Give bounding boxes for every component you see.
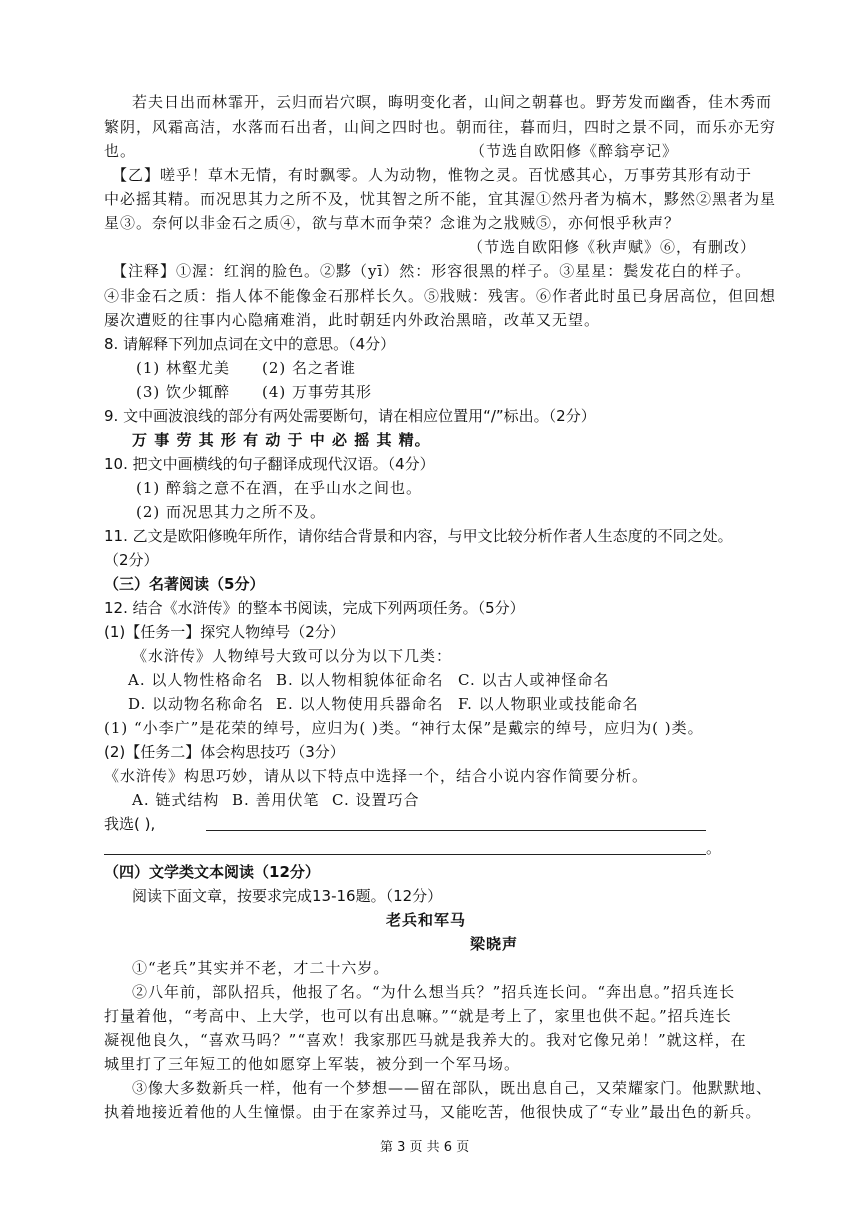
q10-sentence-1: (1) 醉翁之意不在酒，在乎山水之间也。	[136, 479, 423, 497]
article-author: 梁晓声	[470, 935, 519, 953]
passage-yi-line-1: 【乙】嗟乎！草木无情，有时飘零。人为动物，惟物之灵。百忧感其心，万事劳其形有动于	[112, 166, 753, 184]
q9-text: 万 事 劳 其 形 有 动 于 中 必 摇 其 精。	[132, 431, 431, 449]
q8-item-2: (2) 名之者谁	[262, 359, 357, 377]
q9-stem: 9. 文中画波浪线的部分有两处需要断句，请在相应位置用“/”标出。（2分）	[104, 407, 596, 425]
passage-jia-line-3: 也。	[104, 142, 137, 160]
page-number: 第 3 页 共 6 页	[380, 1140, 470, 1155]
q8-item-3: (3) 饮少辄醉	[136, 383, 231, 401]
answer-end: 。	[706, 839, 722, 857]
paragraph-3-line-2: 执着地接近着他的人生憧憬。由于在家养过马，又能吃苦，他很快成了“专业”最出色的新兵。	[104, 1103, 762, 1121]
passage-jia-line-1: 若夫日出而林霏开，云归而岩穴暝，晦明变化者，山间之朝暮也。野芳发而幽香，佳木秀而	[132, 93, 773, 111]
task-2-text: 《水浒传》构思巧妙，请从以下特点中选择一个，结合小说内容作简要分析。	[104, 767, 649, 785]
task-1-fill: (1) “小李广”是花荣的绰号，应归为( )类。“神行太保”是戴宗的绰号，应归为( )类。	[104, 719, 704, 737]
paragraph-2-line-2: 打量着他，“考高中、上大学，也可以有出息嘛。”“就是考上了，家里也供不起。”招兵连长	[104, 1007, 732, 1025]
choice-b: B. 善用伏笔	[232, 791, 320, 809]
option-e: E. 以人物使用兵器命名	[276, 695, 444, 713]
paragraph-2-line-1: ②八年前，部队招兵，他报了名。“为什么想当兵？”招兵连长问。“奔出息。”招兵连长	[132, 983, 736, 1001]
task-1-title: (1)【任务一】探究人物绰号（2分）	[104, 623, 345, 641]
choice-a: A. 链式结构	[132, 791, 220, 809]
section-4-title: （四）文学类文本阅读（12分）	[104, 863, 320, 881]
paragraph-1: ①“老兵”其实并不老，才二十六岁。	[132, 959, 390, 977]
answer-line-1[interactable]	[206, 830, 706, 831]
q11-stem: 11. 乙文是欧阳修晚年所作，请你结合背景和内容，与甲文比较分析作者人生态度的不同之处。	[104, 527, 733, 545]
option-a: A. 以人物性格命名	[128, 671, 264, 689]
q10-stem: 10. 把文中画横线的句子翻译成现代汉语。（4分）	[104, 455, 435, 473]
passage-jia-source: （节选自欧阳修《醉翁亭记》	[470, 142, 679, 160]
paragraph-2-line-4: 城里打了三年短工的他如愿穿上军装，被分到一个军马场。	[104, 1055, 521, 1073]
q8-stem: 8. 请解释下列加点词在文中的意思。（4分）	[104, 335, 396, 353]
option-b: B. 以人物相貌体征命名	[276, 671, 444, 689]
paragraph-3-line-1: ③像大多数新兵一样，他有一个梦想——留在部队，既出息自己，又荣耀家门。他默默地、	[132, 1079, 773, 1097]
article-title: 老兵和军马	[386, 911, 467, 929]
notes-line-2: ④非金石之质：指人体不能像金石那样长久。⑤戕贼：残害。⑥作者此时虽已身居高位，但回想	[104, 287, 777, 305]
task-1-intro: 《水浒传》人物绰号大致可以分为以下几类：	[132, 647, 453, 665]
passage-yi-source: （节选自欧阳修《秋声赋》⑥，有删改）	[468, 238, 757, 256]
passage-yi-line-3: 星③。奈何以非金石之质④，欲与草木而争荣？念谁为之戕贼⑤，亦何恨乎秋声？	[104, 214, 681, 232]
answer-line-2[interactable]	[104, 854, 706, 855]
option-f: F. 以人物职业或技能命名	[458, 695, 639, 713]
section-3-title: （三）名著阅读（5分）	[104, 575, 265, 593]
paragraph-2-line-3: 凝视他良久，“喜欢马吗？”“喜欢！我家那匹马就是我养大的。我对它像兄弟！”就这样，在	[104, 1031, 747, 1049]
q8-item-1: (1) 林壑尤美	[136, 359, 231, 377]
passage-yi-line-2: 中必摇其精。而况思其力之所不及，忧其智之所不能，宜其渥①然丹者为槁木，黟然②黑者为星	[104, 190, 777, 208]
option-d: D. 以动物名称命名	[128, 695, 265, 713]
q10-sentence-2: (2) 而况思其力之所不及。	[136, 503, 327, 521]
notes-line-1: 【注释】①渥：红润的脸色。②黟（yī）然：形容很黑的样子。③星星：鬓发花白的样子。	[112, 262, 752, 280]
answer-prefix: 我选( ),	[104, 815, 156, 833]
choice-c: C. 设置巧合	[332, 791, 420, 809]
option-c: C. 以古人或神怪命名	[458, 671, 610, 689]
passage-jia-line-2: 繁阴，风霜高洁，水落而石出者，山间之四时也。朝而往，暮而归，四时之景不同，而乐亦无穷	[104, 118, 777, 136]
q11-score: （2分）	[104, 551, 159, 569]
q12-stem: 12. 结合《水浒传》的整本书阅读，完成下列两项任务。（5分）	[104, 599, 525, 617]
notes-line-3: 屡次遭贬的往事内心隐痛难消，此时朝廷内外政治黑暗，改革又无望。	[104, 311, 601, 329]
section-4-instruction: 阅读下面文章，按要求完成13-16题。（12分）	[132, 887, 443, 905]
q8-item-4: (4) 万事劳其形	[262, 383, 373, 401]
task-2-title: (2)【任务二】体会构思技巧（3分）	[104, 743, 345, 761]
